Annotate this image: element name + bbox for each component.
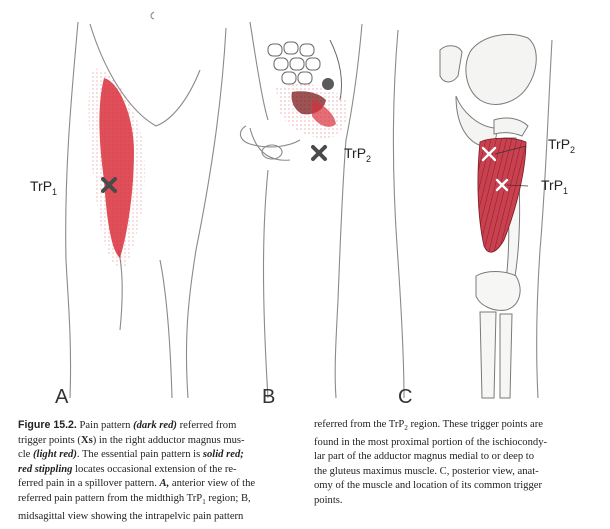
- caption-line: [314, 450, 596, 465]
- caption-line: [314, 479, 596, 494]
- caption-right-column: [314, 418, 596, 509]
- caption-subscript: 2: [404, 424, 408, 433]
- caption-text: referred pain pattern from the midthigh TrP: [18, 492, 203, 504]
- trp-label-subscript: 2: [570, 144, 576, 155]
- panel-letter-a: A: [55, 386, 69, 408]
- trp-label-subscript: 1: [563, 185, 569, 196]
- caption-text: the gluteus maximus muscle. C, posterior view, anat-: [314, 465, 539, 477]
- caption-text: referred from: [176, 420, 237, 431]
- caption-emphasis: solid red;: [202, 449, 244, 461]
- panel-b-pain-pattern: [276, 78, 347, 138]
- caption-emphasis: A,: [159, 478, 170, 490]
- caption-text: cle: [18, 449, 33, 461]
- trp-label-text: TrP: [30, 178, 53, 194]
- trigger-point-x-icon: [313, 147, 325, 159]
- trp-label-subscript: 1: [52, 186, 58, 197]
- caption-text: locates occasional extension of the re-: [72, 463, 237, 475]
- caption-line: [18, 434, 300, 449]
- caption-emphasis: (light red): [33, 449, 77, 461]
- caption-line: [314, 494, 596, 509]
- caption-text: ferred pain in a spillover pattern.: [18, 478, 160, 490]
- caption-text: . The essential pain pattern is: [76, 449, 203, 461]
- caption-text: Pain pattern: [76, 420, 134, 431]
- caption-line: [314, 418, 596, 436]
- caption-line: [18, 477, 300, 492]
- caption-left-column: [18, 418, 300, 524]
- caption-line: [18, 448, 300, 463]
- figure-label: Figure 15.2.: [18, 419, 77, 431]
- caption-line: [18, 492, 300, 510]
- panel-letter-c: C: [398, 386, 413, 408]
- trp-label-text: TrP: [548, 136, 571, 152]
- caption-subscript: 1: [202, 498, 206, 507]
- trp-label-text: TrP: [344, 145, 367, 161]
- caption-text: referred from the TrP: [314, 419, 405, 430]
- caption-text: trigger points (: [18, 434, 81, 446]
- panel-letter-b: B: [262, 386, 276, 408]
- caption-text: region. These trigger points are: [407, 419, 543, 430]
- caption-text: found in the most proximal portion of the ischiocondy-: [314, 436, 548, 448]
- caption-text: ) in the right adductor magnus mus-: [92, 434, 245, 446]
- panel-b-outline: [240, 22, 362, 398]
- caption-text: lar part of the adductor magnus medial to or deep to: [314, 451, 535, 463]
- trp2-label-panel-b: [344, 145, 371, 164]
- trp2-label-panel-c: [548, 136, 575, 155]
- caption-text: region; B,: [205, 492, 251, 504]
- caption-text: points.: [314, 495, 343, 507]
- caption-text: midsagittal view showing the intrapelvic pain pattern: [18, 510, 244, 522]
- panel-a-pain-pattern: [89, 69, 145, 269]
- trp-label-subscript: 2: [366, 153, 372, 164]
- trp-label-text: TrP: [541, 177, 564, 193]
- panel-a-leg-outline: [66, 12, 226, 398]
- caption-text: anterior view of the: [169, 478, 256, 490]
- caption-emphasis: (dark red): [133, 420, 177, 431]
- caption-emphasis: red stippling: [18, 463, 73, 475]
- trp1-label-panel-c: [541, 177, 568, 196]
- caption-line: [314, 436, 596, 451]
- panel-c-pelvis-bone: [440, 34, 536, 146]
- caption-text: omy of the muscle and location of its common trigger: [314, 480, 543, 492]
- caption-bold: Xs: [80, 434, 93, 446]
- caption-line: [18, 510, 300, 525]
- figure-caption: [18, 418, 596, 526]
- caption-line: [18, 463, 300, 478]
- trp1-label-panel-a: [30, 178, 57, 197]
- caption-line: [18, 418, 300, 434]
- caption-line: [314, 465, 596, 480]
